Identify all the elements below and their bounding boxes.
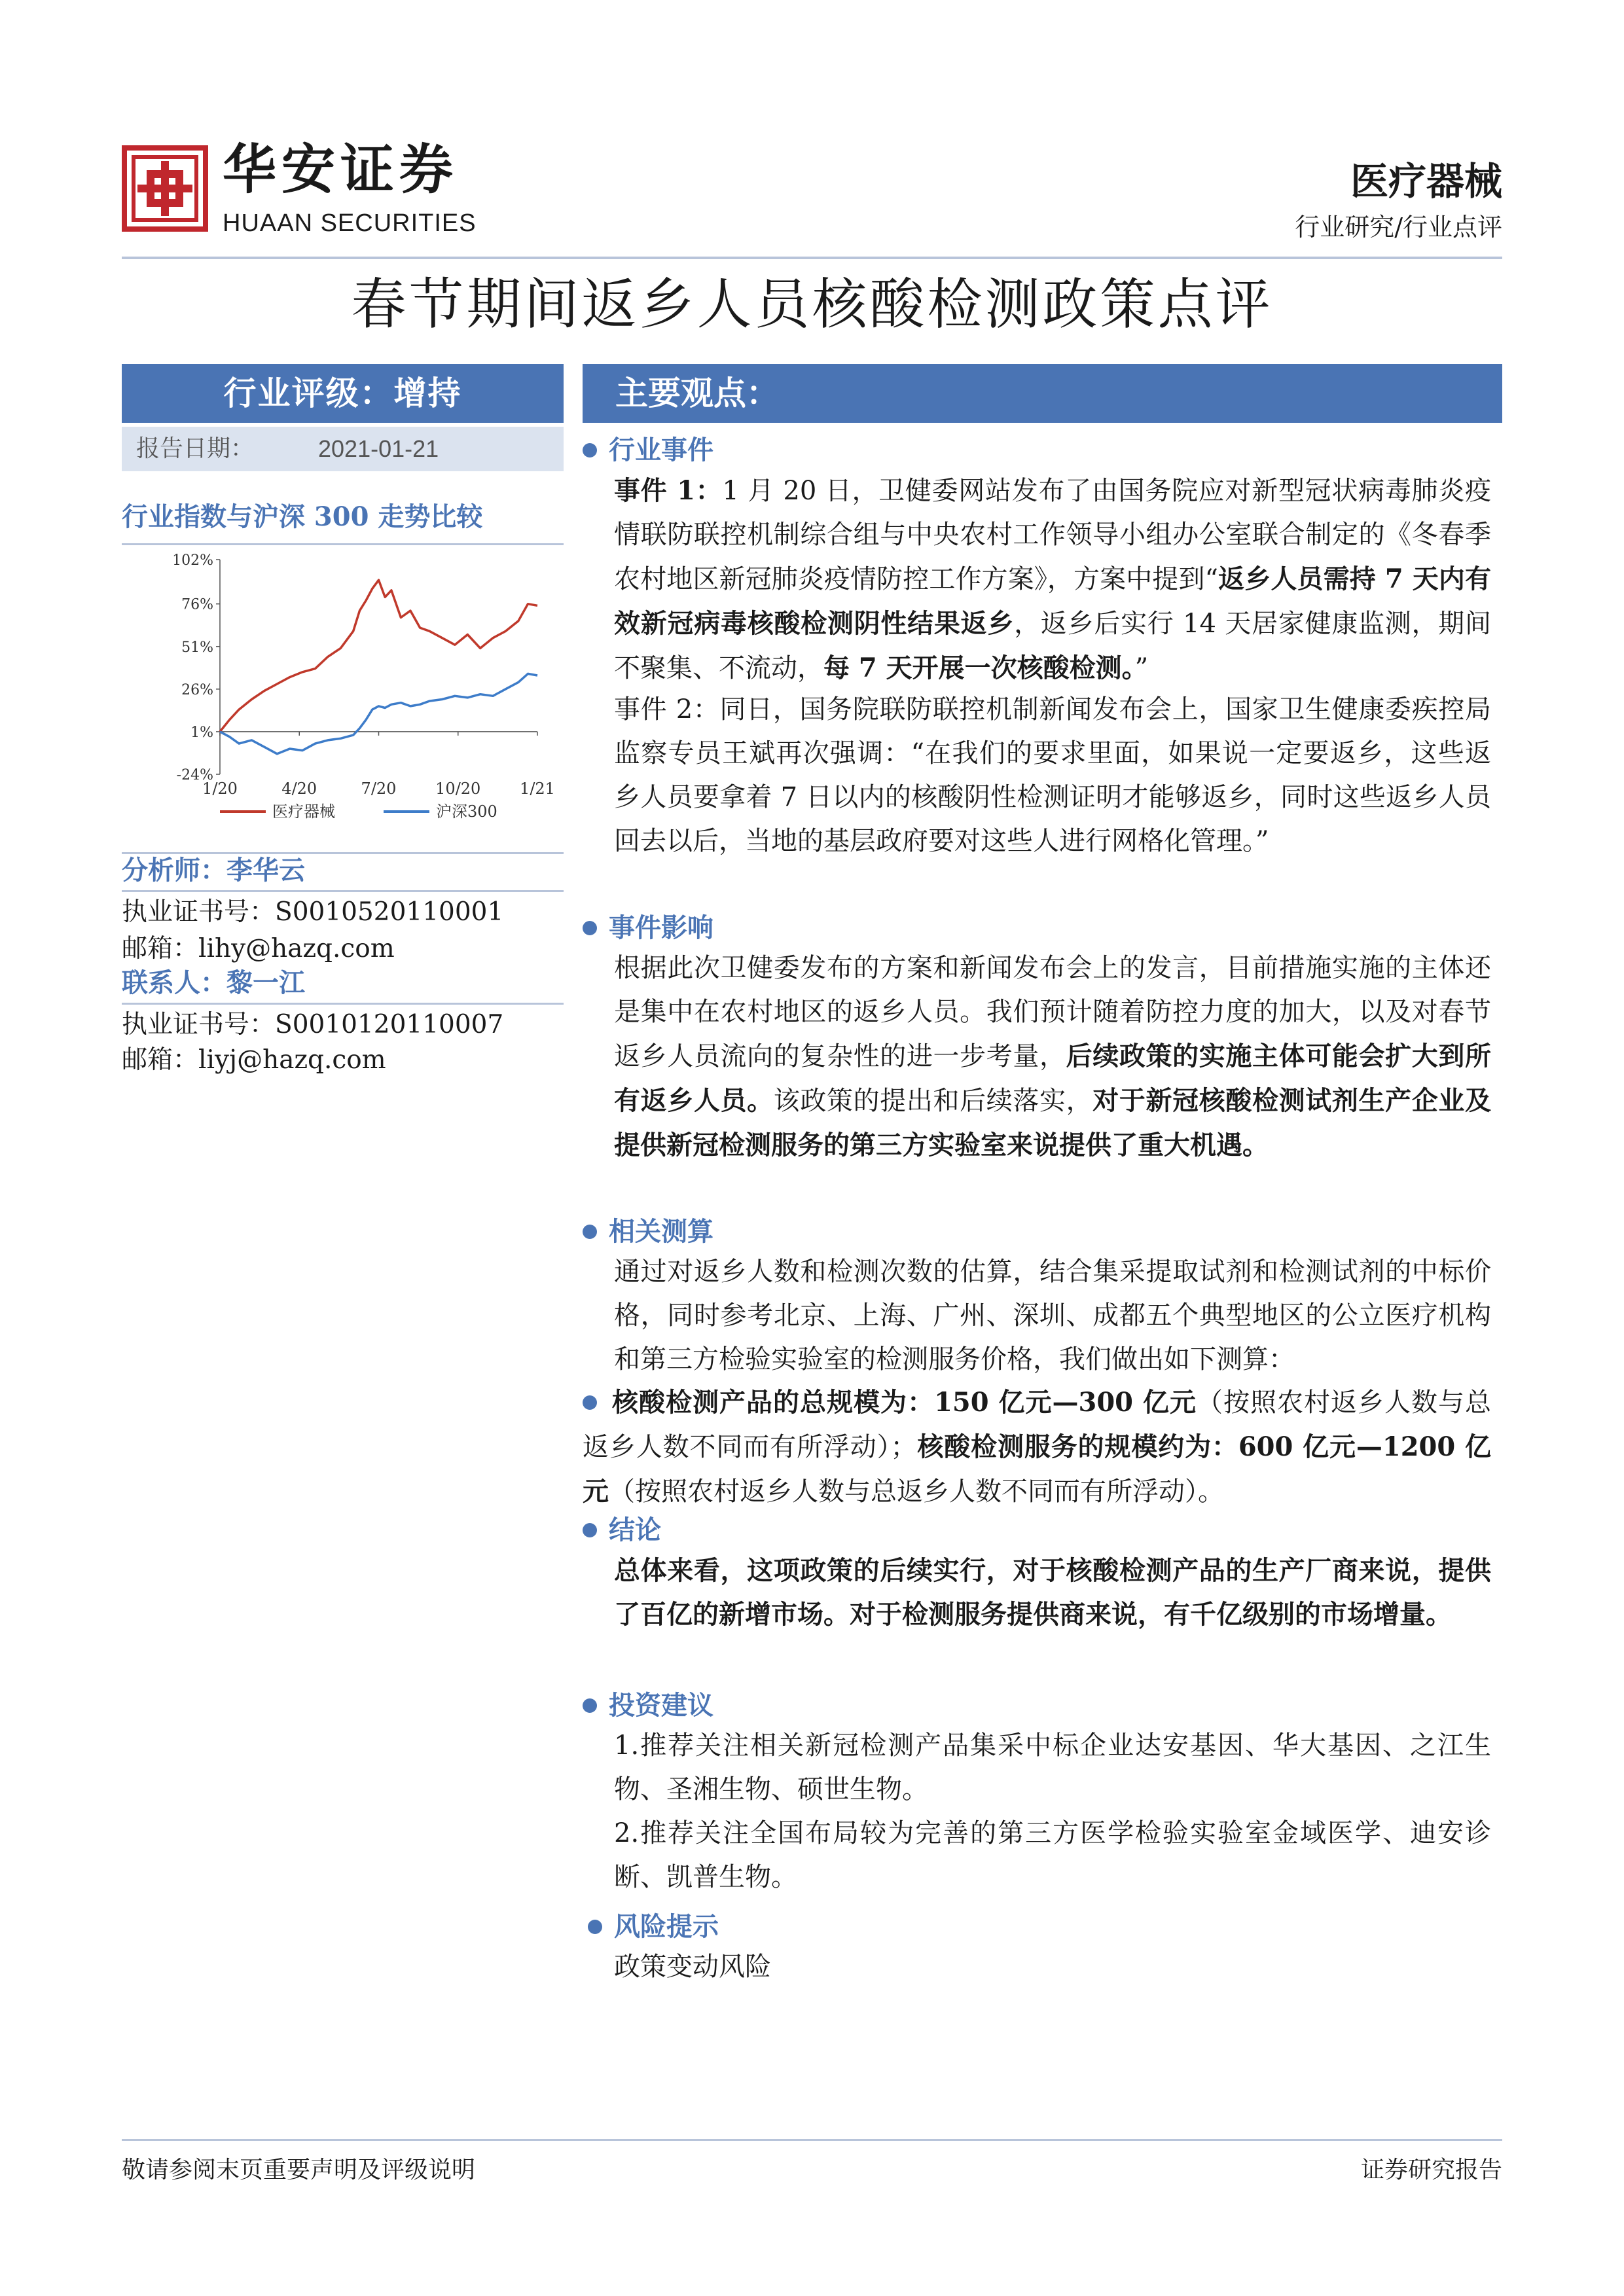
section-risk-title: 风险提示 — [614, 1911, 719, 1942]
chart-y-tick-label: 1% — [190, 724, 213, 741]
contact-label: 联系人：黎一江 — [122, 967, 305, 998]
chart-title-divider — [122, 543, 564, 545]
event-1-highlight-b: 每 7 天开展一次核酸检测。 — [823, 653, 1135, 683]
impact-highlight-b: 对于新冠核酸检测试剂生产企业及提供新冠检测服务的第三方实验室来说提供了重大机遇。 — [614, 1085, 1491, 1160]
advice-item-2: 2.推荐关注全国布局较为完善的第三方医学检验实验室金域医学、迪安诊断、凯普生物。 — [614, 1818, 1491, 1892]
section-event — [583, 437, 713, 463]
chart-x-tick-label: 1/20 — [202, 780, 238, 798]
section-conclusion — [583, 1517, 661, 1543]
event-1-highlight-a: 返乡人员需持 7 天内有效新冠病毒核酸检测阴性结果返乡 — [614, 564, 1491, 639]
impact-highlight-a: 后续政策的实施主体可能会扩大到所有返乡人员。 — [614, 1041, 1491, 1116]
advice-item-1: 1.推荐关注相关新冠检测产品集采中标企业达安基因、华大基因、之江生物、圣湘生物、硕世生物。 — [614, 1731, 1491, 1804]
section-impact-title: 事件影响 — [609, 912, 713, 943]
section-advice-title: 投资建议 — [609, 1690, 713, 1721]
event-1-close-quote: ” — [1134, 653, 1149, 683]
section-advice — [583, 1690, 713, 1721]
section-calc — [583, 1216, 713, 1247]
chart-x-tick-label: 10/20 — [435, 780, 481, 798]
footer-disclaimer: 敬请参阅末页重要声明及评级说明 — [122, 2157, 476, 2183]
bullet-dot-icon — [583, 1698, 597, 1713]
report-date-value: 2021-01-21 — [318, 435, 439, 462]
calc-product-note: （按照农村返乡人数与总返乡人数不同而有所浮动）； — [583, 1388, 1492, 1462]
chart-y-tick-label: -24% — [176, 767, 213, 783]
report-date-label: 报告日期： — [136, 435, 255, 462]
chart-x-tick-label: 4/20 — [281, 780, 317, 798]
section-risk — [588, 1911, 719, 1942]
impact-text-a: 根据此次卫健委发布的方案和新闻发布会上的发言，目前措施实施的主体还是集中在农村地区的返乡人员。我们预计随着防控力度的加大，以及对春节返乡人员流向的复杂性的进一步考量， — [614, 953, 1491, 1071]
calc-product-size: 核酸检测产品的总规模为：150 亿元—300 亿元 — [611, 1387, 1197, 1418]
chart-x-tick-label: 1/21 — [520, 780, 555, 798]
bullet-dot-icon — [583, 921, 597, 935]
report-category: 行业研究/行业点评 — [1295, 213, 1502, 242]
impact-text-b: 该政策的提出和后续落实， — [773, 1086, 1093, 1116]
impact-paragraph — [614, 946, 1491, 1168]
calc-service-note: （按照农村返乡人数与总返乡人数不同而有所浮动）。 — [609, 1477, 1224, 1507]
risk-paragraph: 政策变动风险 — [614, 1952, 771, 1982]
bullet-dot-icon — [583, 1225, 597, 1239]
index-comparison-chart — [122, 547, 564, 834]
chart-series-line-1 — [220, 580, 537, 732]
calc-service-size: 核酸检测服务的规模约为：600 亿元—1200 亿元 — [583, 1431, 1491, 1507]
chart-y-tick-label: 51% — [181, 639, 213, 656]
analyst-label: 分析师：李华云 — [122, 855, 305, 886]
chart-legend-label: 医疗器械 — [272, 802, 335, 821]
analyst-divider — [122, 890, 564, 892]
calc-paragraph: 通过对返乡人数和检测次数的估算，结合集采提取试剂和检测试剂的中标价格，同时参考北京、上海、广州、深圳、成都五个典型地区的公立医疗机构和第三方检验实验室的检测服务价格，我们做出如下测算： — [614, 1257, 1491, 1374]
footer-report-type: 证券研究报告 — [1360, 2157, 1502, 2183]
logo-seal-icon — [122, 145, 208, 232]
chart-x-tick-label: 7/20 — [361, 780, 397, 798]
chart-y-tick-label: 102% — [172, 552, 213, 569]
calc-result — [583, 1380, 1491, 1514]
analyst-top-divider — [122, 852, 564, 854]
main-points-bar — [583, 364, 1502, 423]
conclusion-paragraph: 总体来看，这项政策的后续实行，对于核酸检测产品的生产厂商来说，提供了百亿的新增市场。对于检测服务提供商来说，有千亿级别的市场增量。 — [614, 1555, 1491, 1630]
chart-y-tick-label: 76% — [181, 596, 213, 613]
chart-legend-label: 沪深300 — [436, 802, 497, 821]
bullet-dot-icon — [583, 443, 597, 457]
main-points-heading: 主要观点： — [615, 374, 779, 412]
analyst-cert: 执业证书号：S0010520110001 — [122, 897, 504, 927]
event-paragraph-1 — [614, 469, 1491, 691]
logo-english: HUAAN SECURITIES — [223, 209, 477, 237]
section-impact — [583, 912, 713, 943]
chart-title: 行业指数与沪深 300 走势比较 — [122, 501, 483, 532]
event-1-label: 事件 1： — [614, 475, 723, 506]
footer-divider — [122, 2139, 1502, 2141]
bullet-dot-icon — [583, 1523, 597, 1537]
bullet-dot-icon — [583, 1395, 597, 1410]
section-conclusion-title: 结论 — [609, 1515, 661, 1545]
contact-cert: 执业证书号：S0010120110007 — [122, 1010, 504, 1039]
event-1-text: 1 月 20 日，卫健委网站发布了由国务院应对新型冠状病毒肺炎疫情联防联控机制综合组与中央农村工作领导小组办公室联合制定的《冬春季农村地区新冠肺炎疫情防控工作方案》，方案中提到“ — [614, 476, 1491, 594]
logo-text: 华安证券 — [223, 138, 459, 201]
section-calc-title: 相关测算 — [609, 1216, 713, 1247]
contact-divider — [122, 1003, 564, 1005]
section-event-title: 行业事件 — [609, 435, 713, 465]
industry-rating: 行业评级：增持 — [122, 364, 564, 423]
report-title: 春节期间返乡人员核酸检测政策点评 — [351, 272, 1273, 336]
chart-series-line-2 — [220, 673, 537, 753]
header-divider — [122, 257, 1502, 259]
report-date-bar — [122, 427, 564, 471]
bullet-dot-icon — [588, 1920, 602, 1934]
event-1-text-b: ，返乡后实行 14 天居家健康监测，期间不聚集、不流动， — [614, 609, 1492, 683]
chart-y-tick-label: 26% — [181, 681, 213, 698]
analyst-email: 邮箱：lihy@hazq.com — [122, 934, 395, 963]
contact-email: 邮箱：liyj@hazq.com — [122, 1045, 386, 1075]
event-paragraph-2: 事件 2：同日，国务院联防联控机制新闻发布会上，国家卫生健康委疾控局监察专员王斌再次强调：“在我们的要求里面，如果说一定要返乡，这些返乡人员要拿着 7 日以内的核酸阴性检测证明才能够返乡，同时这些返乡人员回去以后，当地的基层政府要对这些人进行网格化管理。” — [614, 694, 1491, 856]
sector-name: 医疗器械 — [1350, 159, 1502, 204]
